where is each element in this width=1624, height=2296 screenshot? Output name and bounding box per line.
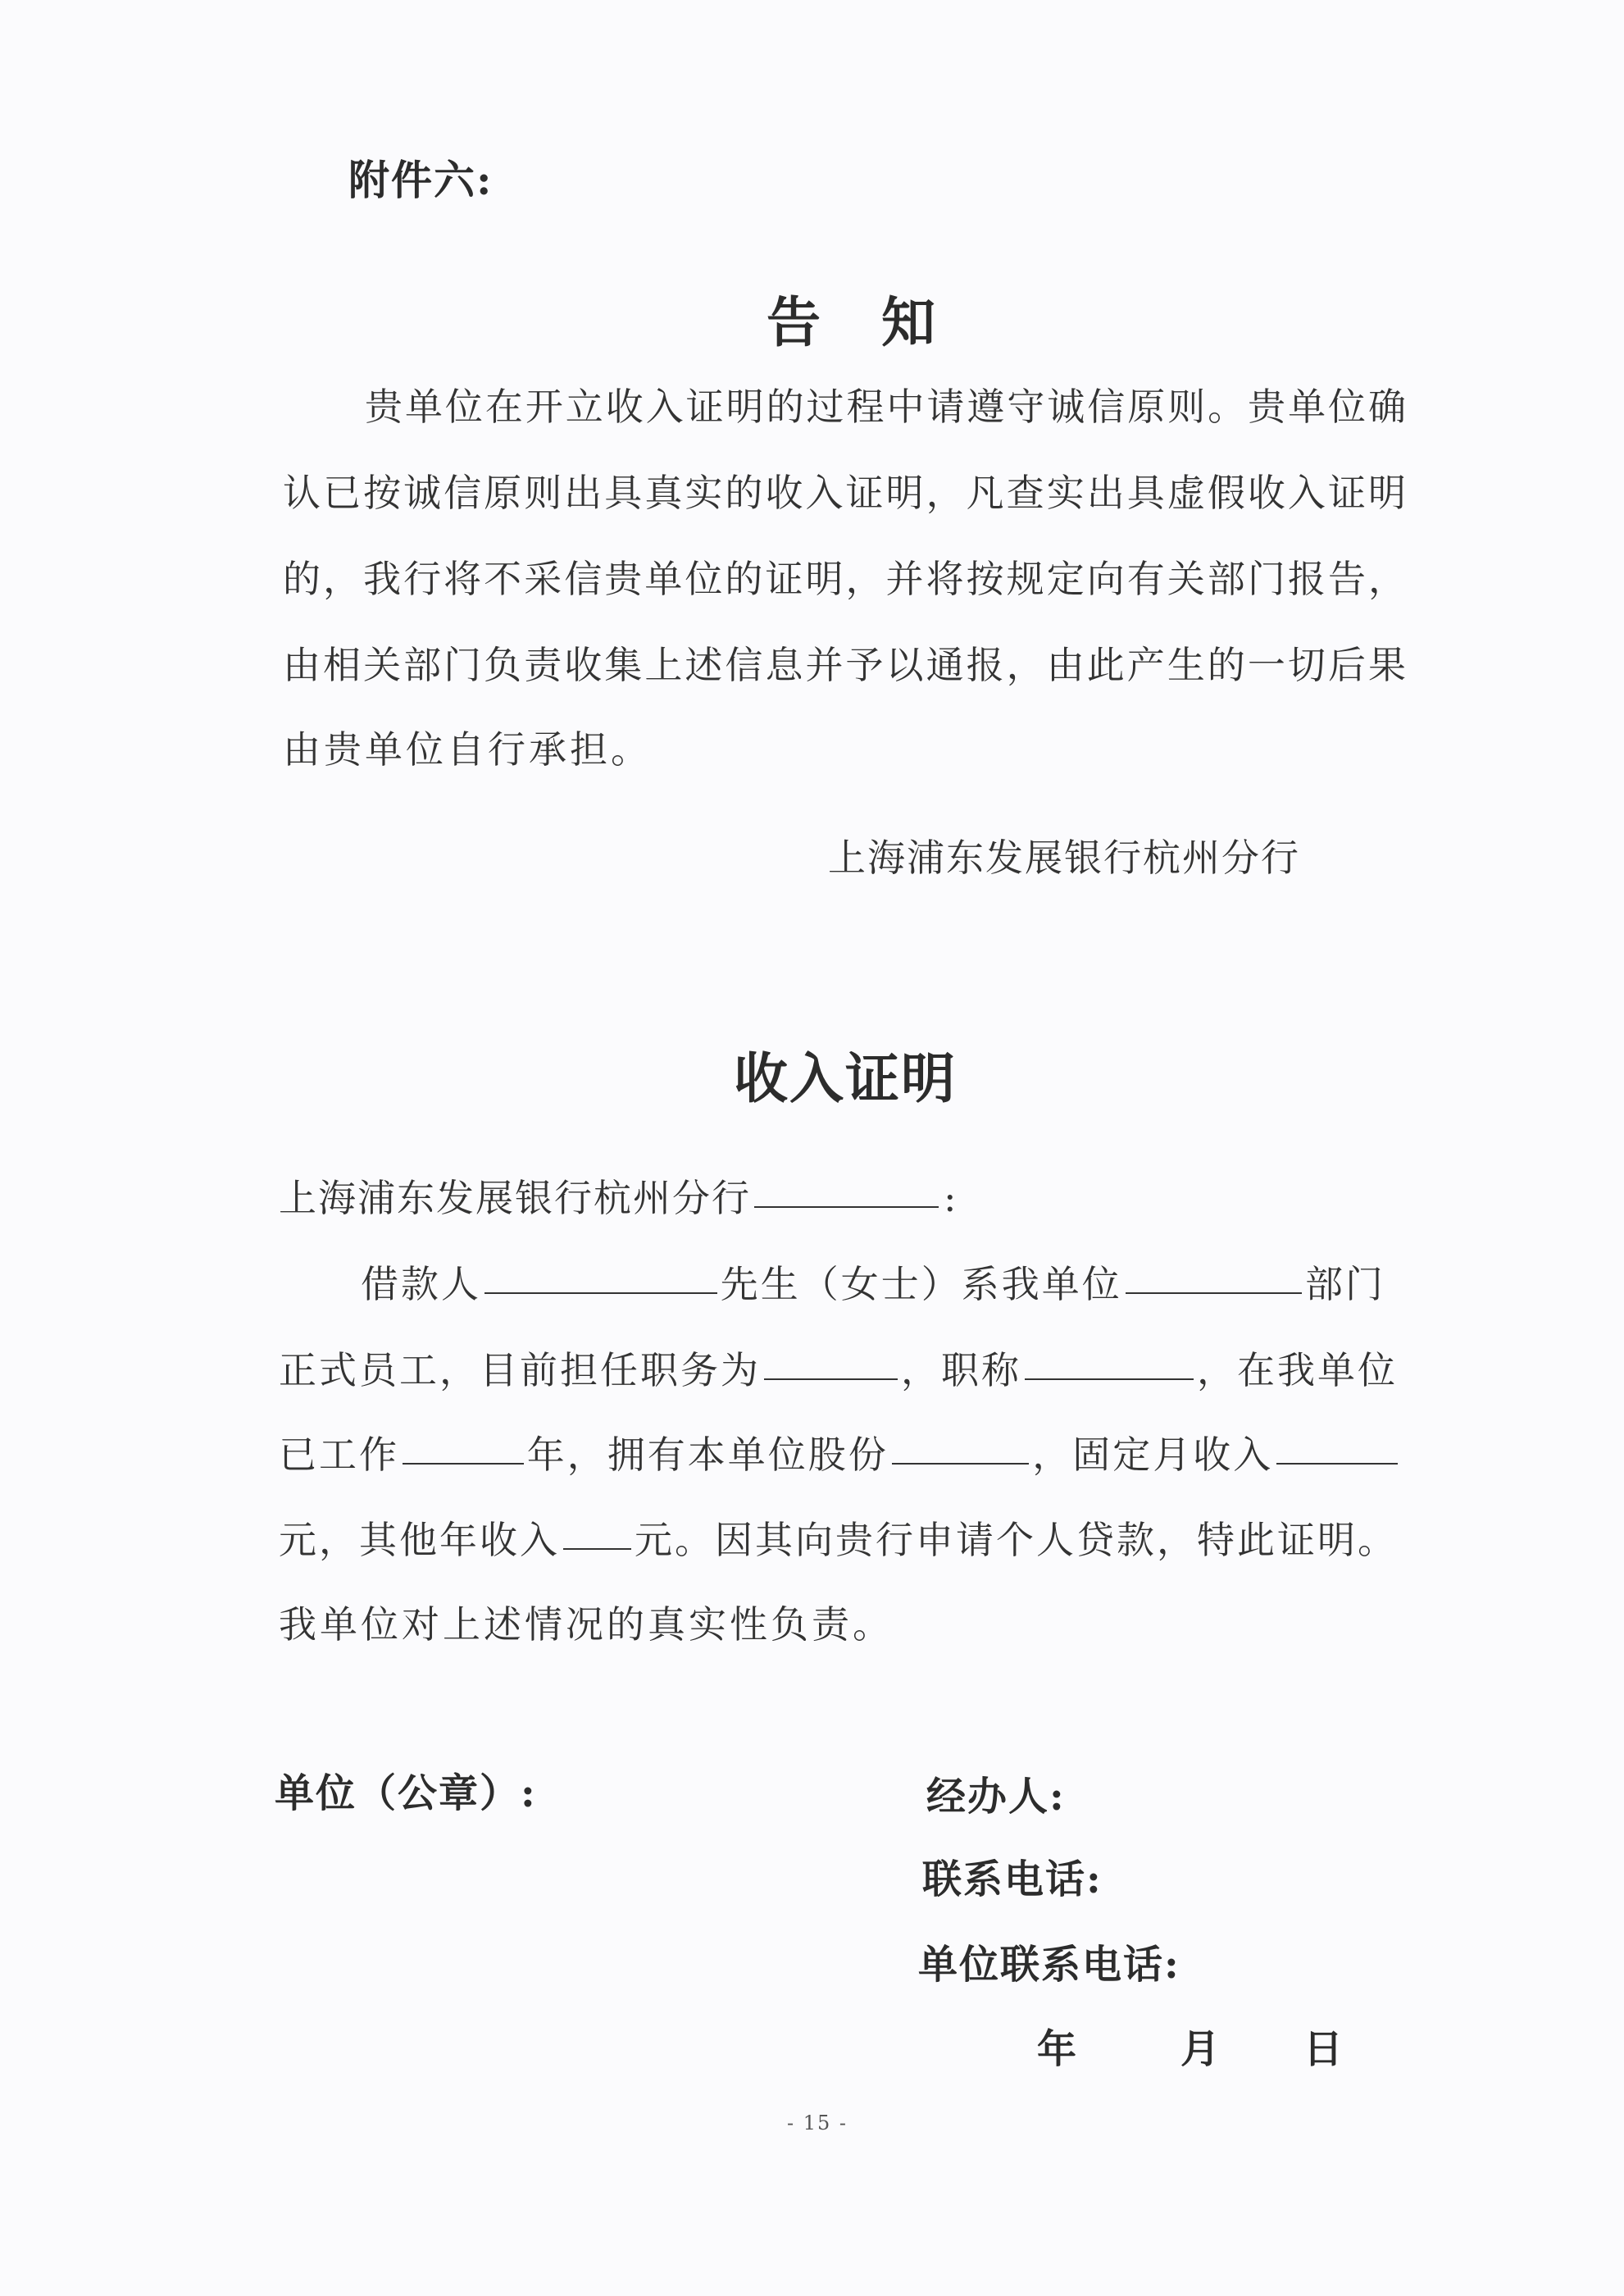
contact-phone-label: 联系电话: bbox=[922, 1856, 1103, 1902]
position-label: 正式员工，目前担任职务为 bbox=[279, 1348, 761, 1392]
addressee-line bbox=[279, 1168, 958, 1223]
date-day-label: 日 bbox=[1303, 2026, 1345, 2072]
attachment-label: 附件六: bbox=[348, 156, 494, 204]
notice-line: 贵单位在开立收入证明的过程中请遵守诚信原则。贵单位确 bbox=[365, 385, 1406, 429]
addressee-name: 上海浦东发展银行杭州分行 bbox=[279, 1176, 751, 1220]
title-label: ，职称 bbox=[900, 1348, 1021, 1392]
notice-line: 的，我行将不采信贵单位的证明，并将按规定向有关部门报告， bbox=[283, 557, 1406, 601]
shares-label: 年，拥有本单位股份 bbox=[526, 1433, 889, 1477]
page-number: - 15 - bbox=[787, 2112, 848, 2134]
handler-label: 经办人: bbox=[926, 1774, 1066, 1820]
position-blank[interactable] bbox=[764, 1378, 898, 1380]
purpose-statement: 元。因其向贵行申请个人贷款，特此证明。 bbox=[635, 1518, 1398, 1562]
certificate-title: 收入证明 bbox=[734, 1046, 957, 1110]
worked-label: 已工作 bbox=[279, 1433, 399, 1477]
department-blank[interactable] bbox=[1126, 1292, 1302, 1294]
shares-blank[interactable] bbox=[892, 1462, 1029, 1465]
notice-signature: 上海浦东发展银行杭州分行 bbox=[828, 836, 1300, 880]
professional-title-blank[interactable] bbox=[1025, 1378, 1194, 1380]
borrower-name-blank[interactable] bbox=[484, 1292, 717, 1294]
certificate-line-5: 我单位对上述情况的真实性负责。 bbox=[279, 1602, 894, 1647]
monthly-income-label: ，固定月收入 bbox=[1032, 1433, 1274, 1477]
unit-seal-label: 单位（公章）: bbox=[275, 1770, 537, 1816]
certificate-line-1 bbox=[361, 1255, 1385, 1309]
notice-line: 由相关部门负责收集上述信息并予以通报，由此产生的一切后果 bbox=[283, 643, 1406, 687]
certificate-line-2 bbox=[279, 1341, 1398, 1395]
department-label: 部门 bbox=[1305, 1262, 1385, 1306]
notice-line: 由贵单位自行承担。 bbox=[283, 727, 652, 772]
branch-blank[interactable] bbox=[754, 1205, 939, 1208]
employer-tenure-label: ，在我单位 bbox=[1197, 1348, 1398, 1392]
certificate-line-3 bbox=[279, 1425, 1398, 1479]
certificate-line-4 bbox=[279, 1510, 1398, 1565]
other-income-blank[interactable] bbox=[563, 1547, 631, 1550]
unit-phone-label: 单位联系电话: bbox=[918, 1942, 1180, 1988]
date-year-label: 年 bbox=[1037, 2026, 1079, 2072]
notice-line: 认已按诚信原则出具真实的收入证明，凡查实出具虚假收入证明 bbox=[283, 471, 1406, 515]
date-month-label: 月 bbox=[1180, 2026, 1222, 2072]
years-blank[interactable] bbox=[403, 1462, 524, 1465]
gender-employer-label: 先生（女士）系我单位 bbox=[720, 1262, 1122, 1306]
borrower-label: 借款人 bbox=[361, 1262, 481, 1306]
notice-title: 告 知 bbox=[767, 290, 939, 354]
addressee-colon: : bbox=[944, 1176, 958, 1220]
other-income-label: 元，其他年收入 bbox=[279, 1518, 560, 1562]
monthly-income-blank[interactable] bbox=[1276, 1462, 1398, 1465]
